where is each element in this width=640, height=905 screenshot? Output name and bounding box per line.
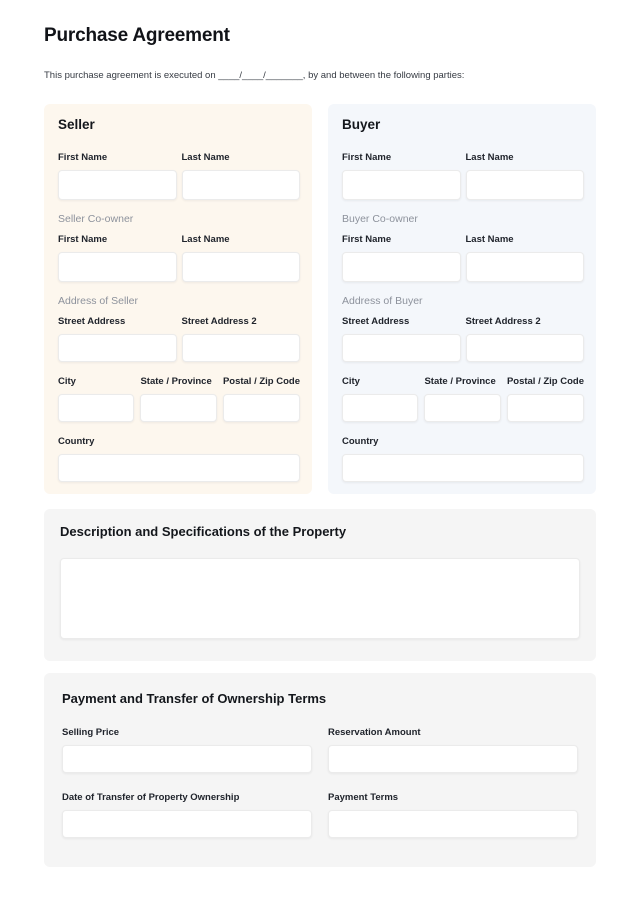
buyer-state-province-input[interactable] (424, 394, 500, 422)
buyer-co-owner-first-name-input[interactable] (342, 252, 461, 282)
seller-first-name-label: First Name (58, 152, 108, 164)
buyer-street-row (342, 317, 584, 362)
property-description-section (44, 509, 596, 661)
seller-city-input[interactable] (58, 394, 134, 422)
transfer-date-input[interactable] (62, 810, 312, 838)
seller-street-address-label: Street Address (58, 316, 126, 328)
seller-city-label: City (58, 375, 76, 387)
purchase-agreement-document (0, 25, 640, 867)
intro-text: This purchase agreement is executed on ____/____/_______, by and between the following parties: (44, 69, 465, 81)
property-description-textarea[interactable] (60, 558, 580, 639)
selling-price-label: Selling Price (62, 726, 120, 738)
buyer-postal-zip-input[interactable] (507, 394, 584, 422)
buyer-state-province-label: State / Province (424, 375, 496, 387)
seller-postal-zip-input[interactable] (223, 394, 300, 422)
page-title: Purchase Agreement (44, 25, 230, 46)
buyer-street-address-2-label: Street Address 2 (465, 316, 541, 328)
seller-co-owner-first-name-label: First Name (58, 234, 108, 246)
seller-street-address-2-label: Street Address 2 (181, 316, 257, 328)
seller-state-province-label: State / Province (140, 375, 212, 387)
buyer-address-heading: Address of Buyer (342, 295, 423, 308)
buyer-city-input[interactable] (342, 394, 418, 422)
seller-heading: Seller (58, 117, 95, 133)
buyer-street-address-input[interactable] (342, 334, 461, 362)
buyer-postal-zip-label: Postal / Zip Code (506, 375, 584, 387)
buyer-country-input[interactable] (342, 454, 584, 482)
payment-terms-input[interactable] (328, 810, 578, 838)
reservation-amount-input[interactable] (328, 745, 578, 773)
seller-state-province-input[interactable] (140, 394, 216, 422)
payment-terms-label: Payment Terms (328, 791, 399, 803)
buyer-panel (328, 104, 596, 494)
seller-co-owner-heading: Seller Co-owner (58, 213, 134, 226)
seller-city-row (58, 377, 300, 422)
property-section-heading: Description and Specifications of the Property (60, 523, 347, 539)
seller-postal-zip-label: Postal / Zip Code (222, 375, 300, 387)
buyer-last-name-label: Last Name (465, 152, 514, 164)
seller-co-owner-name-row (58, 235, 300, 282)
seller-co-owner-last-name-input[interactable] (182, 252, 301, 282)
buyer-co-owner-name-row (342, 235, 584, 282)
payment-fields-grid (62, 728, 578, 838)
seller-address-heading: Address of Seller (58, 295, 138, 308)
selling-price-input[interactable] (62, 745, 312, 773)
buyer-name-row (342, 153, 584, 200)
buyer-city-label: City (342, 375, 360, 387)
seller-first-name-input[interactable] (58, 170, 177, 200)
buyer-country-label: Country (342, 435, 379, 447)
buyer-co-owner-heading: Buyer Co-owner (342, 213, 418, 226)
buyer-co-owner-last-name-label: Last Name (465, 234, 514, 246)
seller-street-address-2-input[interactable] (182, 334, 301, 362)
buyer-first-name-label: First Name (342, 152, 392, 164)
buyer-first-name-input[interactable] (342, 170, 461, 200)
buyer-street-address-label: Street Address (342, 316, 410, 328)
seller-country-label: Country (58, 435, 95, 447)
transfer-date-label: Date of Transfer of Property Ownership (62, 791, 240, 803)
seller-country-row (58, 437, 300, 482)
reservation-amount-label: Reservation Amount (328, 726, 421, 738)
parties-panels (44, 104, 596, 494)
payment-terms-section (44, 673, 596, 867)
buyer-country-row (342, 437, 584, 482)
seller-street-address-input[interactable] (58, 334, 177, 362)
seller-country-input[interactable] (58, 454, 300, 482)
buyer-co-owner-first-name-label: First Name (342, 234, 392, 246)
payment-section-heading: Payment and Transfer of Ownership Terms (62, 690, 327, 706)
seller-co-owner-last-name-label: Last Name (181, 234, 230, 246)
buyer-heading: Buyer (342, 117, 381, 133)
buyer-co-owner-last-name-input[interactable] (466, 252, 585, 282)
seller-last-name-label: Last Name (181, 152, 230, 164)
seller-last-name-input[interactable] (182, 170, 301, 200)
seller-panel (44, 104, 312, 494)
buyer-city-row (342, 377, 584, 422)
buyer-street-address-2-input[interactable] (466, 334, 585, 362)
buyer-last-name-input[interactable] (466, 170, 585, 200)
seller-co-owner-first-name-input[interactable] (58, 252, 177, 282)
seller-street-row (58, 317, 300, 362)
seller-name-row (58, 153, 300, 200)
